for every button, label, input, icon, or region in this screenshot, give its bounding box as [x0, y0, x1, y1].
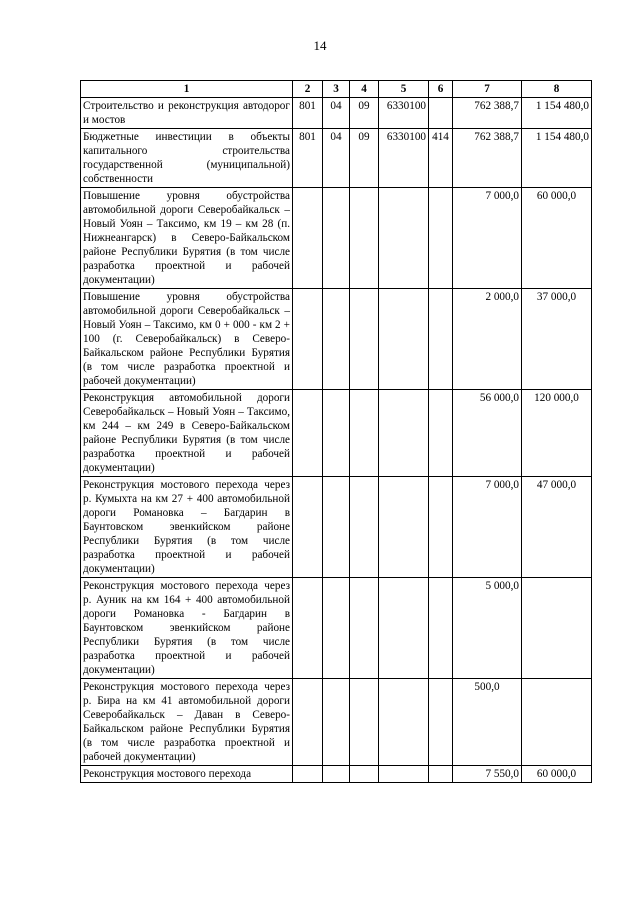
column-header: 2	[293, 81, 323, 98]
cell-subsection	[350, 578, 379, 679]
cell-expense-type	[429, 390, 453, 477]
row-name: Строительство и реконструкция автодорог и мостов	[81, 98, 293, 129]
cell-code	[293, 188, 323, 289]
cell-amount-2	[522, 679, 592, 766]
column-header: 4	[350, 81, 379, 98]
table-row	[81, 289, 592, 390]
cell-amount-2	[522, 578, 592, 679]
cell-amount-2: 60 000,0	[522, 766, 592, 783]
cell-target	[379, 188, 429, 289]
cell-expense-type	[429, 477, 453, 578]
row-name: Повышение уровня обустройства автомобильной дороги Северобайкальск – Новый Уоян – Таксимо, км 19 – км 28 (п. Нижнеангарск) в Северо-Байкальском районе Республики Бурятия (в том числе разработка проектной и рабочей документации)	[81, 188, 293, 289]
cell-subsection	[350, 766, 379, 783]
cell-amount-1: 56 000,0	[453, 390, 522, 477]
column-header: 7	[453, 81, 522, 98]
table-row	[81, 98, 592, 129]
cell-target	[379, 390, 429, 477]
cell-section	[323, 679, 350, 766]
cell-target	[379, 578, 429, 679]
cell-target	[379, 679, 429, 766]
cell-target	[379, 289, 429, 390]
budget-table	[80, 80, 592, 783]
cell-code	[293, 679, 323, 766]
cell-amount-1: 7 000,0	[453, 477, 522, 578]
cell-amount-2: 60 000,0	[522, 188, 592, 289]
cell-section	[323, 578, 350, 679]
cell-section	[323, 188, 350, 289]
cell-expense-type	[429, 188, 453, 289]
page-number: 14	[313, 38, 327, 53]
cell-subsection	[350, 390, 379, 477]
cell-target: 6330100	[379, 98, 429, 129]
cell-expense-type	[429, 578, 453, 679]
cell-subsection	[350, 679, 379, 766]
cell-target	[379, 477, 429, 578]
cell-expense-type	[429, 679, 453, 766]
cell-amount-1: 500,0	[453, 679, 522, 766]
row-name: Реконструкция мостового перехода через р. Ауник на км 164 + 400 автомобильной дороги Романовка - Багдарин в Баунтовском эвенкийском районе Республики Бурятия (в том числе разработка проектной и рабочей документации)	[81, 578, 293, 679]
cell-subsection: 09	[350, 98, 379, 129]
cell-section	[323, 477, 350, 578]
row-name: Реконструкция мостового перехода через р. Кумыхта на км 27 + 400 автомобильной дороги Романовка – Багдарин в Баунтовском эвенкийском районе Республики Бурятия (в том числе разработка проектной и рабочей документации)	[81, 477, 293, 578]
column-header: 3	[323, 81, 350, 98]
cell-code: 801	[293, 129, 323, 188]
table-row	[81, 679, 592, 766]
cell-expense-type	[429, 766, 453, 783]
column-header: 6	[429, 81, 453, 98]
cell-expense-type	[429, 98, 453, 129]
row-name: Повышение уровня обустройства автомобильной дороги Северобайкальск – Новый Уоян – Таксимо, км 0 + 000 - км 2 + 100 (г. Северобайкальск) в Северо-Байкальском районе Республики Бурятия (в том числе разработка проектной и рабочей документации)	[81, 289, 293, 390]
cell-section: 04	[323, 129, 350, 188]
table-row	[81, 390, 592, 477]
cell-section	[323, 390, 350, 477]
cell-section: 04	[323, 98, 350, 129]
column-header: 8	[522, 81, 592, 98]
cell-expense-type: 414	[429, 129, 453, 188]
cell-code	[293, 289, 323, 390]
row-name: Реконструкция мостового перехода через р. Бира на км 41 автомобильной дороги Северобайкальск – Даван в Северо-Байкальском районе Республики Бурятия (в том числе разработка проектной и рабочей документации)	[81, 679, 293, 766]
cell-amount-1: 2 000,0	[453, 289, 522, 390]
cell-amount-2: 120 000,0	[522, 390, 592, 477]
column-header: 1	[81, 81, 293, 98]
cell-amount-1: 7 000,0	[453, 188, 522, 289]
table-row	[81, 129, 592, 188]
cell-target: 6330100	[379, 129, 429, 188]
table-header-row	[81, 81, 592, 98]
cell-code	[293, 766, 323, 783]
cell-code	[293, 578, 323, 679]
cell-amount-2: 1 154 480,0	[522, 98, 592, 129]
cell-amount-1: 762 388,7	[453, 98, 522, 129]
cell-subsection	[350, 289, 379, 390]
cell-code	[293, 390, 323, 477]
row-name: Бюджетные инвестиции в объекты капитального строительства государственной (муниципальной) собственности	[81, 129, 293, 188]
cell-subsection: 09	[350, 129, 379, 188]
cell-section	[323, 766, 350, 783]
cell-amount-1: 7 550,0	[453, 766, 522, 783]
row-name: Реконструкция мостового перехода	[81, 766, 293, 783]
cell-amount-2: 1 154 480,0	[522, 129, 592, 188]
table-row	[81, 766, 592, 783]
cell-amount-1: 5 000,0	[453, 578, 522, 679]
row-name: Реконструкция автомобильной дороги Северобайкальск – Новый Уоян – Таксимо, км 244 – км 249 в Северо-Байкальском районе Республики Бурятия (в том числе разработка проектной и рабочей документации)	[81, 390, 293, 477]
cell-section	[323, 289, 350, 390]
cell-amount-2: 37 000,0	[522, 289, 592, 390]
cell-expense-type	[429, 289, 453, 390]
column-header: 5	[379, 81, 429, 98]
cell-subsection	[350, 477, 379, 578]
cell-code: 801	[293, 98, 323, 129]
table-row	[81, 188, 592, 289]
cell-amount-1: 762 388,7	[453, 129, 522, 188]
table-row	[81, 477, 592, 578]
cell-code	[293, 477, 323, 578]
cell-amount-2: 47 000,0	[522, 477, 592, 578]
cell-subsection	[350, 188, 379, 289]
table-row	[81, 578, 592, 679]
cell-target	[379, 766, 429, 783]
